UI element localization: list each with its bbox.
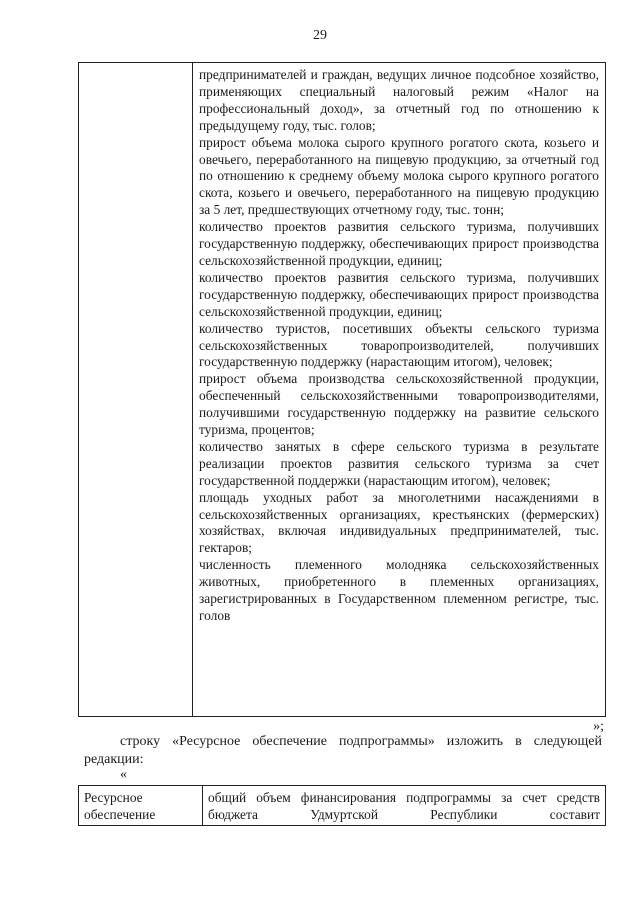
- indicator-paragraph: количество занятых в сфере сельского туризма в результате реализации проектов развития сельского туризма за счет государственной поддержки (нарастающим итогом), человек;: [199, 438, 599, 488]
- indicators-table: [78, 62, 606, 717]
- opening-quote: «: [120, 767, 127, 782]
- indicator-paragraph: численность племенного молодняка сельскохозяйственных животных, приобретенного в племенных организациях, зарегистрированных в Государственном племенном регистре, тыс. голов: [199, 557, 599, 623]
- indicator-paragraph: количество проектов развития сельского туризма, получивших государственную поддержку, обеспечивающих прирост производства сельскохозяйственной продукции, единиц;: [199, 219, 599, 268]
- table-cell-indicators: [193, 63, 606, 717]
- indicator-paragraph: прирост объема производства сельскохозяйственной продукции, обеспеченный сельскохозяйственными товаропроизводителями, получившими государственную поддержку на развитие сельского туризма, процентов;: [199, 371, 599, 438]
- indicator-paragraph: предпринимателей и граждан, ведущих личное подсобное хозяйство, применяющих специальный налоговый режим «Налог на профессиональный доход», за отчетный год по отношению к предыдущему году, тыс. голов;: [199, 67, 599, 133]
- page-number: 29: [313, 28, 327, 43]
- resource-text-cell: общий объем финансирования подпрограммы за счет средств бюджета Удмуртской Республики составит: [203, 786, 606, 826]
- table-cell-label: [79, 63, 193, 717]
- indicator-paragraph: площадь уходных работ за многолетними насаждениями в сельскохозяйственных организациях, крестьянских (фермерских) хозяйствах, включая индивидуальных предпринимателей, тыс. гектаров;: [199, 489, 599, 556]
- resource-label-cell: Ресурсное обеспечение: [79, 786, 203, 826]
- indicator-paragraph: прирост объема молока сырого крупного рогатого скота, козьего и овечьего, переработанного на пищевую продукцию, за отчетный год по отношению к среднему объему молока сырого крупного рогатого скота, козьего и овечьего, переработанного на пищевую продукцию за 5 лет, предшествующих отчетному году, тыс. тонн;: [199, 134, 599, 218]
- resource-table: [78, 785, 606, 826]
- indicator-paragraph: количество проектов развития сельского туризма, получивших государственную поддержку, обеспечивающих прирост производства сельскохозяйственной продукции, единиц;: [199, 269, 599, 319]
- table-row: [79, 786, 606, 826]
- instruction-text: строку «Ресурсное обеспечение подпрограммы» изложить в следующей редакции:: [84, 734, 602, 767]
- closing-quote: »;: [593, 719, 604, 734]
- indicator-paragraph: количество туристов, посетивших объекты сельского туризма сельскохозяйственных товаропроизводителей, получивших государственную поддержку (нарастающим итогом), человек;: [199, 320, 599, 370]
- table-row: [79, 63, 606, 717]
